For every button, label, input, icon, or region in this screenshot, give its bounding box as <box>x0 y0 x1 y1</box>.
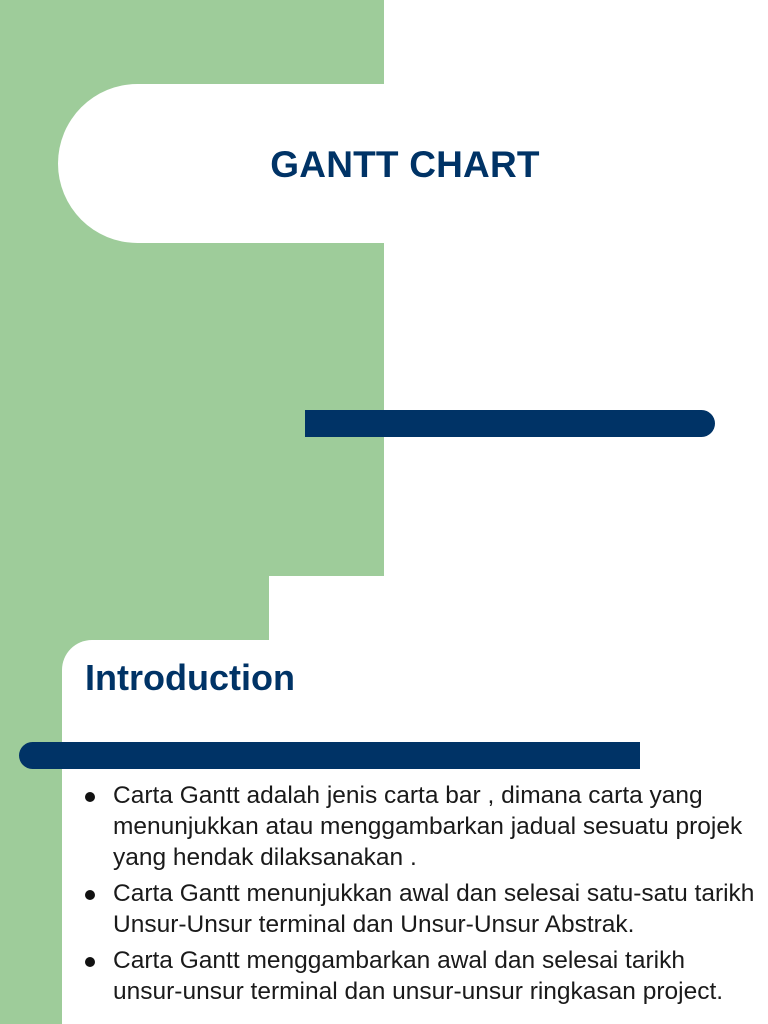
bullet-dot-icon <box>85 957 95 967</box>
slide-2-accent-bar <box>19 742 640 769</box>
bullet-dot-icon <box>85 792 95 802</box>
slide-1-accent-bar <box>305 410 715 437</box>
bullet-item <box>85 945 755 1007</box>
bullet-dot-icon <box>85 890 95 900</box>
bullet-item <box>85 878 755 940</box>
bullet-text: Carta Gantt menggambarkan awal dan selesai tarikh unsur-unsur terminal dan unsur-unsur ringkasan project. <box>113 947 724 1005</box>
bullet-text: Carta Gantt menunjukkan awal dan selesai satu-satu tarikh Unsur-Unsur terminal dan Unsur-Unsur Abstrak. <box>113 880 755 938</box>
bullet-list <box>85 780 755 1012</box>
slide-1-title: GANTT CHART <box>270 144 540 185</box>
bullet-text: Carta Gantt adalah jenis carta bar , dimana carta yang menunjukkan atau menggambarkan jadual sesuatu projek yang hendak dilaksanakan . <box>113 782 743 871</box>
bullet-item <box>85 780 755 873</box>
slide-2-title: Introduction <box>85 657 295 698</box>
